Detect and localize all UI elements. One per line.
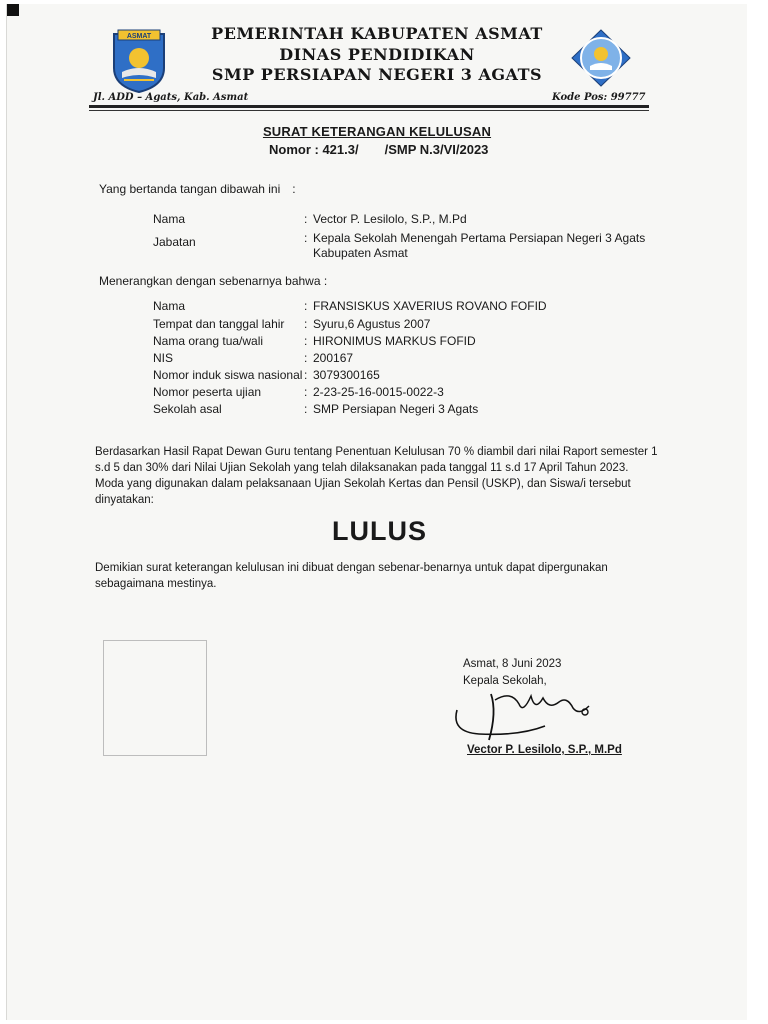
tut-wuri-handayani-logo [570,28,632,88]
handwritten-signature [449,682,599,744]
logo-lettering: ASMAT [126,33,152,40]
document-number-suffix: /SMP N.3/VI/2023 [384,142,489,157]
origin-school-label: Sekolah asal [153,402,222,416]
header-department: DINAS PENDIDIKAN [279,45,475,64]
parent-name-label: Nama orang tua/wali [153,334,264,348]
signatory-position-value: Kepala Sekolah Menengah Pertama Persiapan Negeri 3 Agats [313,231,646,245]
nisn-value: 3079300165 [313,368,380,382]
postal-code: Kode Pos: 99777 [552,92,646,103]
header-government: PEMERINTAH KABUPATEN ASMAT [211,24,543,43]
birth-place-date-label: Tempat dan tanggal lahir [153,317,285,331]
signature-place-date: Asmat, 8 Juni 2023 [463,658,562,670]
student-intro: Menerangkan dengan sebenarnya bahwa : [99,274,328,288]
signer-name: Vector P. Lesilolo, S.P., M.Pd [467,744,622,756]
signature-position: Kepala Sekolah, [463,675,547,687]
birth-place-date-value: Syuru,6 Agustus 2007 [313,317,431,331]
letter-sheet: ASMAT PEMERINTAH KABUPATEN ASMAT DINAS PENDIDIKAN SMP PERSIAPAN NEGERI 3 AGATS Jl. ADD – Agats, Kab. Asmat Kode Pos: 99777 SURAT KETERANGAN KELULUSAN Nomor : 421.3/ /SMP N.3/VI/2023 Yang bertanda tangan dibawah ini : Nama : Vector P. Lesilolo, S.P., M.Pd Jabatan : Kepala Sekolah Menengah Pertama Persiapan Negeri 3 Agats Kabupaten Asmat Menerangkan dengan sebenarnya bahwa : Nama : FRANSISKUS XAVERIUS ROVANO FOFID Tempat dan tanggal lahir : Syuru,6 Agustus 2007 Nama orang tua/wali : HIRONIMUS MARKUS FOFID NIS : 200167 Nomor induk siswa nasional : 3079300165 Nomor peserta ujian : 2-23-25-16-0015-0022-3 Sekolah asal : SMP Persiapan Negeri 3 Agats Berdasarkan Hasil Rapat Dewan Guru tentang Penentuan Kelulusan 70 % diambil dari nilai Raport semester 1 s.d 5 dan 30% dari Nilai Ujian Sekolah yang telah dilaksanakan pada tanggal 11 s.d 17 April Tahun 2023. Moda yang digunakan dalam pelaksanaan Ujian Sekolah Kertas dan Pensil (USKP), dan Siswa/i tersebut dinyatakan: LULUS Demikian surat keterangan kelulusan ini dibuat dengan sebenar-benarnya untuk dapat dipergunakan sebagaimana mestinya. Asmat, 8 Juni 2023 Kepala Sekolah, Vector P. Lesilolo, S.P., M.Pd [6,4,747,1020]
signatory-name-label: Nama [153,212,186,226]
closing-line-2: sebagaimana mestinya. [95,578,217,590]
header-divider-thin [89,110,649,111]
signatory-position-label: Jabatan [153,235,196,249]
nis-value: 200167 [313,351,354,365]
nisn-label: Nomor induk siswa nasional [153,368,303,382]
asmat-regency-logo [110,28,168,94]
signatory-position-value-line2: Kabupaten Asmat [313,246,408,260]
school-address: Jl. ADD – Agats, Kab. Asmat [93,92,249,103]
photo-placeholder [103,640,207,756]
signatory-intro-text: Yang bertanda tangan dibawah ini [99,182,281,196]
body-line-1: Berdasarkan Hasil Rapat Dewan Guru tentang Penentuan Kelulusan 70 % diambil dari nilai Raport semester 1 [95,446,658,458]
exam-number-label: Nomor peserta ujian [153,385,262,399]
document-number [269,142,488,157]
exam-number-value: 2-23-25-16-0015-0022-3 [313,385,444,399]
header-school: SMP PERSIAPAN NEGERI 3 AGATS [211,65,543,84]
document-title: SURAT KETERANGAN KELULUSAN [262,124,492,139]
parent-name-value: HIRONIMUS MARKUS FOFID [313,334,476,348]
body-line-2: s.d 5 dan 30% dari Nilai Ujian Sekolah yang telah dilaksanakan pada tanggal 11 s.d 17 April Tahun 2023. [95,462,629,474]
signatory-intro: Yang bertanda tangan dibawah ini : [99,182,296,196]
body-line-4: dinyatakan: [95,494,154,506]
document-number-prefix: Nomor : 421.3/ [269,142,359,157]
student-name-label: Nama [153,299,186,313]
signatory-name-value: Vector P. Lesilolo, S.P., M.Pd [313,212,467,226]
graduation-result: LULUS [332,516,427,546]
origin-school-value: SMP Persiapan Negeri 3 Agats [313,402,479,416]
corner-mark [7,4,19,16]
body-line-3: Moda yang digunakan dalam pelaksanaan Ujian Sekolah Kertas dan Pensil (USKP), dan Siswa/i tersebut [95,478,631,490]
nis-label: NIS [153,351,174,365]
closing-line-1: Demikian surat keterangan kelulusan ini dibuat dengan sebenar-benarnya untuk dapat dipergunakan [95,562,608,574]
student-name-value: FRANSISKUS XAVERIUS ROVANO FOFID [313,299,547,313]
header-divider-thick [89,105,649,108]
